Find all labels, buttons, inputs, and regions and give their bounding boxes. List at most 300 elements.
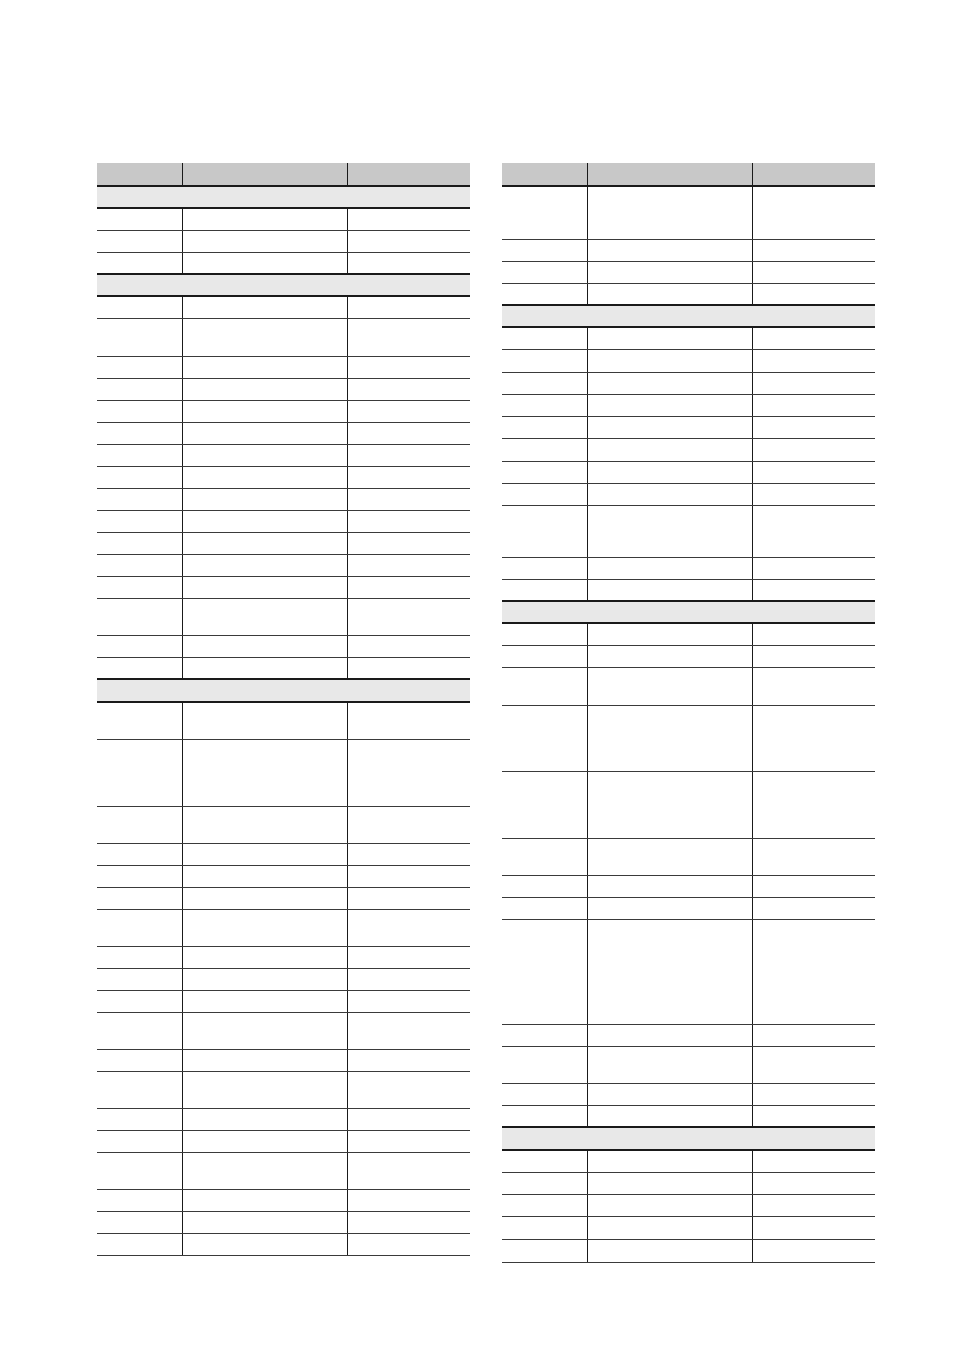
table-cell bbox=[97, 1189, 182, 1211]
header-cell bbox=[348, 163, 470, 186]
section-header-row bbox=[97, 274, 470, 296]
table-row bbox=[97, 1071, 470, 1108]
table-cell bbox=[97, 466, 182, 488]
table-cell bbox=[587, 667, 752, 705]
table-cell bbox=[502, 1105, 587, 1127]
table-row bbox=[502, 1150, 875, 1172]
header-cell bbox=[97, 163, 182, 186]
table-header-row bbox=[97, 163, 470, 186]
section-header-cell bbox=[97, 274, 470, 296]
table-cell bbox=[587, 557, 752, 579]
table-cell bbox=[348, 1108, 470, 1130]
table-row bbox=[97, 576, 470, 598]
table-cell bbox=[348, 296, 470, 318]
table-row bbox=[97, 318, 470, 356]
table-cell bbox=[348, 702, 470, 739]
table-cell bbox=[348, 739, 470, 806]
table-row bbox=[97, 946, 470, 968]
table-cell bbox=[97, 576, 182, 598]
table-cell bbox=[97, 252, 182, 274]
section-header-row bbox=[502, 601, 875, 623]
table-cell bbox=[348, 400, 470, 422]
section-header-cell bbox=[97, 679, 470, 702]
table-row bbox=[97, 1012, 470, 1049]
table-row bbox=[97, 865, 470, 887]
right-table bbox=[502, 163, 875, 1263]
table-row bbox=[97, 635, 470, 657]
table-cell bbox=[97, 1211, 182, 1233]
table-row bbox=[502, 186, 875, 239]
table-cell bbox=[502, 838, 587, 875]
table-cell bbox=[182, 1211, 347, 1233]
table-cell bbox=[753, 645, 875, 667]
table-cell bbox=[97, 318, 182, 356]
table-cell bbox=[753, 1046, 875, 1083]
table-cell bbox=[348, 946, 470, 968]
table-cell bbox=[97, 887, 182, 909]
table-cell bbox=[348, 887, 470, 909]
table-row bbox=[502, 771, 875, 838]
table-cell bbox=[502, 1083, 587, 1105]
table-row bbox=[97, 510, 470, 532]
table-cell bbox=[587, 645, 752, 667]
table-cell bbox=[502, 261, 587, 283]
table-row bbox=[97, 554, 470, 576]
table-row bbox=[502, 349, 875, 372]
right-table-body bbox=[502, 186, 875, 1262]
table-row bbox=[502, 875, 875, 897]
table-cell bbox=[348, 444, 470, 466]
table-cell bbox=[502, 327, 587, 349]
table-cell bbox=[587, 838, 752, 875]
table-row bbox=[97, 1211, 470, 1233]
table-cell bbox=[97, 702, 182, 739]
table-cell bbox=[348, 1130, 470, 1152]
header-cell bbox=[502, 163, 587, 186]
table-cell bbox=[502, 416, 587, 438]
table-row bbox=[97, 598, 470, 635]
table-cell bbox=[587, 1216, 752, 1239]
table-cell bbox=[97, 488, 182, 510]
table-cell bbox=[97, 554, 182, 576]
table-cell bbox=[753, 483, 875, 505]
table-cell bbox=[753, 505, 875, 557]
table-cell bbox=[502, 771, 587, 838]
table-cell bbox=[587, 1172, 752, 1194]
table-row bbox=[502, 919, 875, 1024]
table-cell bbox=[182, 635, 347, 657]
table-row bbox=[502, 1105, 875, 1127]
table-cell bbox=[502, 667, 587, 705]
table-row bbox=[97, 1233, 470, 1255]
table-cell bbox=[182, 739, 347, 806]
table-row bbox=[97, 1130, 470, 1152]
table-cell bbox=[97, 356, 182, 378]
section-header-row bbox=[97, 186, 470, 208]
table-cell bbox=[502, 875, 587, 897]
table-cell bbox=[348, 576, 470, 598]
table-cell bbox=[753, 261, 875, 283]
table-cell bbox=[348, 422, 470, 444]
table-cell bbox=[502, 239, 587, 261]
table-cell bbox=[348, 378, 470, 400]
table-cell bbox=[587, 1105, 752, 1127]
table-row bbox=[97, 1152, 470, 1189]
table-cell bbox=[502, 1024, 587, 1046]
table-row bbox=[502, 261, 875, 283]
left-table-body bbox=[97, 186, 470, 1255]
table-cell bbox=[182, 510, 347, 532]
table-cell bbox=[753, 557, 875, 579]
table-cell bbox=[502, 1239, 587, 1262]
table-cell bbox=[182, 230, 347, 252]
table-cell bbox=[348, 865, 470, 887]
table-cell bbox=[182, 909, 347, 946]
table-cell bbox=[348, 554, 470, 576]
table-cell bbox=[753, 875, 875, 897]
table-cell bbox=[753, 897, 875, 919]
table-cell bbox=[753, 1150, 875, 1172]
table-row bbox=[502, 1239, 875, 1262]
table-cell bbox=[753, 1024, 875, 1046]
table-cell bbox=[182, 1049, 347, 1071]
table-cell bbox=[753, 283, 875, 305]
table-cell bbox=[97, 598, 182, 635]
table-cell bbox=[502, 372, 587, 394]
table-cell bbox=[753, 1216, 875, 1239]
table-cell bbox=[587, 1024, 752, 1046]
table-cell bbox=[502, 1216, 587, 1239]
table-cell bbox=[182, 208, 347, 230]
table-cell bbox=[97, 865, 182, 887]
table-cell bbox=[182, 1071, 347, 1108]
table-cell bbox=[182, 806, 347, 843]
table-cell bbox=[753, 372, 875, 394]
table-cell bbox=[348, 909, 470, 946]
table-cell bbox=[587, 771, 752, 838]
table-cell bbox=[97, 510, 182, 532]
table-cell bbox=[587, 875, 752, 897]
table-cell bbox=[348, 318, 470, 356]
table-row bbox=[97, 909, 470, 946]
table-cell bbox=[753, 623, 875, 645]
table-cell bbox=[753, 1083, 875, 1105]
table-cell bbox=[502, 1150, 587, 1172]
table-cell bbox=[587, 416, 752, 438]
table-row bbox=[502, 283, 875, 305]
table-cell bbox=[182, 576, 347, 598]
table-cell bbox=[753, 239, 875, 261]
table-cell bbox=[348, 510, 470, 532]
table-row bbox=[97, 1189, 470, 1211]
table-cell bbox=[502, 897, 587, 919]
table-cell bbox=[182, 356, 347, 378]
table-cell bbox=[182, 1130, 347, 1152]
table-row bbox=[502, 1216, 875, 1239]
table-cell bbox=[587, 372, 752, 394]
table-cell bbox=[97, 635, 182, 657]
table-row bbox=[502, 897, 875, 919]
table-cell bbox=[97, 532, 182, 554]
table-cell bbox=[587, 461, 752, 483]
table-cell bbox=[182, 532, 347, 554]
table-row bbox=[502, 438, 875, 461]
table-cell bbox=[182, 1189, 347, 1211]
section-header-cell bbox=[502, 305, 875, 327]
table-cell bbox=[502, 483, 587, 505]
table-cell bbox=[502, 186, 587, 239]
table-row bbox=[502, 557, 875, 579]
table-cell bbox=[753, 771, 875, 838]
table-cell bbox=[182, 1152, 347, 1189]
table-cell bbox=[587, 438, 752, 461]
table-row bbox=[502, 645, 875, 667]
table-row bbox=[97, 739, 470, 806]
table-cell bbox=[182, 1108, 347, 1130]
table-cell bbox=[182, 1012, 347, 1049]
table-cell bbox=[587, 897, 752, 919]
table-cell bbox=[502, 394, 587, 416]
table-cell bbox=[587, 505, 752, 557]
table-cell bbox=[753, 1194, 875, 1216]
table-cell bbox=[502, 461, 587, 483]
table-cell bbox=[97, 968, 182, 990]
table-cell bbox=[97, 1130, 182, 1152]
table-cell bbox=[97, 1233, 182, 1255]
table-row bbox=[97, 488, 470, 510]
table-cell bbox=[502, 623, 587, 645]
table-cell bbox=[502, 919, 587, 1024]
table-cell bbox=[348, 843, 470, 865]
table-cell bbox=[182, 378, 347, 400]
table-row bbox=[97, 806, 470, 843]
table-cell bbox=[182, 946, 347, 968]
table-cell bbox=[182, 990, 347, 1012]
table-row bbox=[97, 252, 470, 274]
table-cell bbox=[348, 598, 470, 635]
table-row bbox=[502, 461, 875, 483]
table-cell bbox=[753, 919, 875, 1024]
table-row bbox=[502, 239, 875, 261]
table-row bbox=[502, 1083, 875, 1105]
table-cell bbox=[502, 1194, 587, 1216]
table-cell bbox=[182, 444, 347, 466]
table-cell bbox=[502, 1046, 587, 1083]
table-cell bbox=[97, 1108, 182, 1130]
table-cell bbox=[348, 1012, 470, 1049]
table-cell bbox=[182, 1233, 347, 1255]
table-cell bbox=[348, 1071, 470, 1108]
table-cell bbox=[587, 1150, 752, 1172]
table-cell bbox=[182, 843, 347, 865]
table-cell bbox=[502, 349, 587, 372]
table-cell bbox=[587, 919, 752, 1024]
table-cell bbox=[502, 438, 587, 461]
table-cell bbox=[97, 1071, 182, 1108]
table-cell bbox=[348, 1189, 470, 1211]
table-cell bbox=[97, 657, 182, 679]
table-row bbox=[502, 483, 875, 505]
table-cell bbox=[348, 1049, 470, 1071]
table-cell bbox=[348, 466, 470, 488]
table-cell bbox=[348, 230, 470, 252]
table-row bbox=[97, 296, 470, 318]
table-cell bbox=[97, 400, 182, 422]
table-cell bbox=[97, 909, 182, 946]
table-cell bbox=[587, 483, 752, 505]
table-cell bbox=[182, 422, 347, 444]
table-cell bbox=[587, 1194, 752, 1216]
table-cell bbox=[348, 806, 470, 843]
table-cell bbox=[348, 968, 470, 990]
table-cell bbox=[97, 946, 182, 968]
table-cell bbox=[502, 283, 587, 305]
table-cell bbox=[753, 438, 875, 461]
table-cell bbox=[348, 488, 470, 510]
table-row bbox=[502, 705, 875, 771]
table-header-row bbox=[502, 163, 875, 186]
table-row bbox=[97, 702, 470, 739]
table-cell bbox=[587, 579, 752, 601]
table-cell bbox=[587, 1046, 752, 1083]
table-row bbox=[502, 1024, 875, 1046]
table-row bbox=[97, 230, 470, 252]
table-cell bbox=[753, 186, 875, 239]
table-cell bbox=[348, 356, 470, 378]
table-row bbox=[502, 505, 875, 557]
table-cell bbox=[753, 1239, 875, 1262]
section-header-row bbox=[97, 679, 470, 702]
table-row bbox=[97, 400, 470, 422]
table-cell bbox=[97, 444, 182, 466]
table-cell bbox=[182, 968, 347, 990]
table-row bbox=[97, 657, 470, 679]
table-cell bbox=[587, 349, 752, 372]
table-cell bbox=[182, 400, 347, 422]
table-cell bbox=[587, 1083, 752, 1105]
table-cell bbox=[753, 349, 875, 372]
table-cell bbox=[348, 1233, 470, 1255]
table-row bbox=[502, 394, 875, 416]
section-header-row bbox=[502, 1127, 875, 1150]
table-cell bbox=[502, 705, 587, 771]
table-cell bbox=[348, 1211, 470, 1233]
table-row bbox=[97, 843, 470, 865]
section-header-cell bbox=[97, 186, 470, 208]
table-cell bbox=[753, 1105, 875, 1127]
table-cell bbox=[182, 252, 347, 274]
table-cell bbox=[348, 252, 470, 274]
table-cell bbox=[182, 598, 347, 635]
table-cell bbox=[753, 838, 875, 875]
table-row bbox=[97, 887, 470, 909]
table-cell bbox=[97, 208, 182, 230]
table-cell bbox=[182, 296, 347, 318]
table-cell bbox=[587, 283, 752, 305]
table-cell bbox=[753, 667, 875, 705]
table-cell bbox=[97, 1049, 182, 1071]
header-cell bbox=[182, 163, 347, 186]
table-row bbox=[502, 1194, 875, 1216]
table-cell bbox=[97, 230, 182, 252]
table-cell bbox=[348, 208, 470, 230]
table-cell bbox=[182, 488, 347, 510]
table-cell bbox=[97, 1012, 182, 1049]
table-cell bbox=[182, 702, 347, 739]
table-cell bbox=[502, 505, 587, 557]
table-row bbox=[502, 579, 875, 601]
table-row bbox=[97, 378, 470, 400]
table-cell bbox=[502, 557, 587, 579]
table-cell bbox=[348, 990, 470, 1012]
table-row bbox=[97, 990, 470, 1012]
table-row bbox=[502, 416, 875, 438]
table-cell bbox=[587, 394, 752, 416]
table-row bbox=[97, 1108, 470, 1130]
table-row bbox=[97, 532, 470, 554]
table-cell bbox=[587, 327, 752, 349]
table-row bbox=[502, 667, 875, 705]
table-cell bbox=[97, 378, 182, 400]
table-row bbox=[502, 327, 875, 349]
table-row bbox=[502, 1172, 875, 1194]
table-row bbox=[97, 1049, 470, 1071]
table-row bbox=[502, 372, 875, 394]
table-cell bbox=[753, 579, 875, 601]
table-cell bbox=[182, 887, 347, 909]
table-cell bbox=[502, 1172, 587, 1194]
table-cell bbox=[182, 318, 347, 356]
table-row bbox=[97, 208, 470, 230]
table-cell bbox=[348, 635, 470, 657]
table-row bbox=[97, 444, 470, 466]
table-cell bbox=[753, 1172, 875, 1194]
table-cell bbox=[182, 554, 347, 576]
table-cell bbox=[753, 416, 875, 438]
table-cell bbox=[753, 705, 875, 771]
table-cell bbox=[502, 579, 587, 601]
header-cell bbox=[587, 163, 752, 186]
section-header-cell bbox=[502, 1127, 875, 1150]
table-cell bbox=[182, 865, 347, 887]
table-cell bbox=[753, 327, 875, 349]
table-cell bbox=[97, 843, 182, 865]
table-cell bbox=[97, 990, 182, 1012]
table-cell bbox=[587, 186, 752, 239]
table-row bbox=[502, 623, 875, 645]
table-cell bbox=[97, 296, 182, 318]
table-cell bbox=[587, 623, 752, 645]
header-cell bbox=[753, 163, 875, 186]
table-cell bbox=[587, 239, 752, 261]
table-cell bbox=[348, 1152, 470, 1189]
table-cell bbox=[348, 657, 470, 679]
table-cell bbox=[587, 1239, 752, 1262]
table-row bbox=[502, 838, 875, 875]
table-cell bbox=[182, 657, 347, 679]
table-row bbox=[97, 968, 470, 990]
table-cell bbox=[753, 394, 875, 416]
table-cell bbox=[97, 1152, 182, 1189]
table-row bbox=[502, 1046, 875, 1083]
table-cell bbox=[587, 705, 752, 771]
table-cell bbox=[587, 261, 752, 283]
table-row bbox=[97, 466, 470, 488]
table-cell bbox=[753, 461, 875, 483]
table-cell bbox=[502, 645, 587, 667]
table-cell bbox=[348, 532, 470, 554]
table-row bbox=[97, 356, 470, 378]
